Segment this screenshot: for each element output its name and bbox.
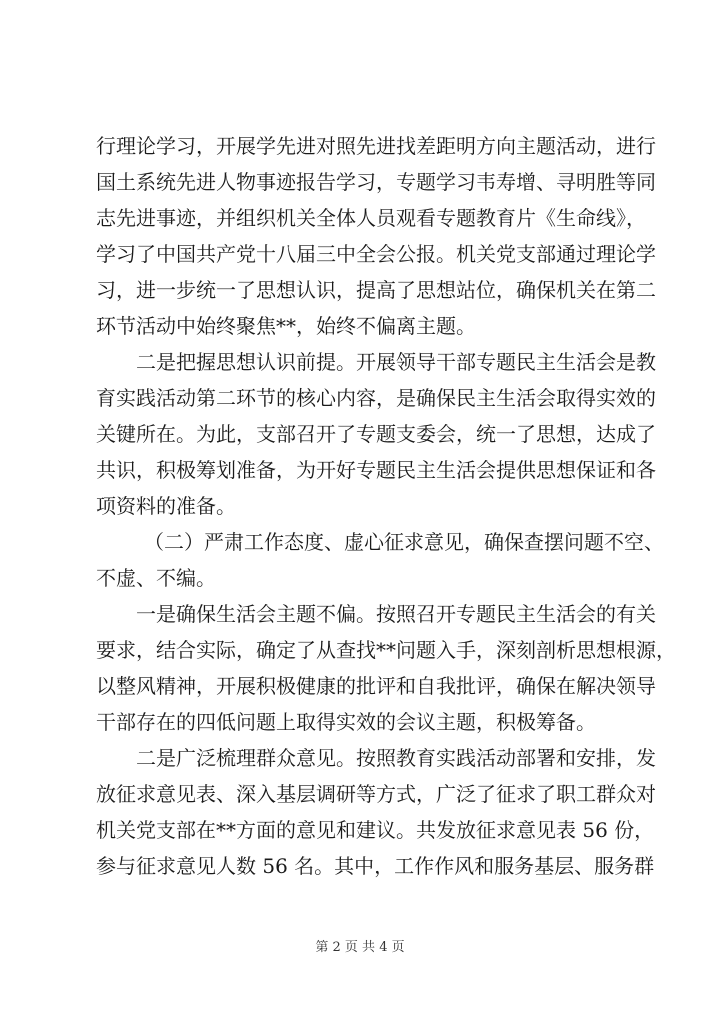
text-line: 环节活动中始终聚焦**，始终不偏离主题。 xyxy=(96,314,476,338)
text-line: 项资料的准备。 xyxy=(96,494,236,518)
text-line: 放征求意见表、深入基层调研等方式，广泛了征求了职工群众对 xyxy=(96,782,656,806)
text-line: 以整风精神，开展积极健康的批评和自我批评，确保在解决领导 xyxy=(96,674,656,698)
text-line: 不虚、不编。 xyxy=(96,566,216,590)
paragraph-first-line: 二是广泛梳理群众意见。按照教育实践活动部署和安排，发 xyxy=(136,746,656,770)
paragraph-first-line: 二是把握思想认识前提。开展领导干部专题民主生活会是教 xyxy=(136,350,656,374)
text-line: 关键所在。为此，支部召开了专题支委会，统一了思想，达成了 xyxy=(96,422,656,446)
text-line: 育实践活动第二环节的核心内容，是确保民主生活会取得实效的 xyxy=(96,386,656,410)
text-line: 国土系统先进人物事迹报告学习，专题学习韦寿增、寻明胜等同 xyxy=(96,170,656,194)
text-line: 参与征求意见人数 56 名。其中，工作作风和服务基层、服务群 xyxy=(96,854,655,878)
section-heading: （二）严肃工作态度、虚心征求意见，确保查摆问题不空、 xyxy=(144,530,664,554)
page-footer xyxy=(0,936,720,955)
text-line: 机关党支部在**方面的意见和建议。共发放征求意见表 56 份， xyxy=(96,818,655,842)
page-number: 第 2 页 共 4 页 xyxy=(315,940,405,955)
text-line: 共识，积极筹划准备，为开好专题民主生活会提供思想保证和各 xyxy=(96,458,656,482)
document-body xyxy=(96,128,676,884)
text-line: 学习了中国共产党十八届三中全会公报。机关党支部通过理论学 xyxy=(96,242,656,266)
text-line: 要求，结合实际，确定了从查找**问题入手，深刻剖析思想根源， xyxy=(96,638,676,662)
text-line: 行理论学习，开展学先进对照先进找差距明方向主题活动，进行 xyxy=(96,134,656,158)
paragraph-first-line: 一是确保生活会主题不偏。按照召开专题民主生活会的有关 xyxy=(136,602,656,626)
text-line: 干部存在的四低问题上取得实效的会议主题，积极筹备。 xyxy=(96,710,596,734)
text-line: 习，进一步统一了思想认识，提高了思想站位，确保机关在第二 xyxy=(96,278,656,302)
text-line: 志先进事迹，并组织机关全体人员观看专题教育片《生命线》， xyxy=(96,206,646,230)
